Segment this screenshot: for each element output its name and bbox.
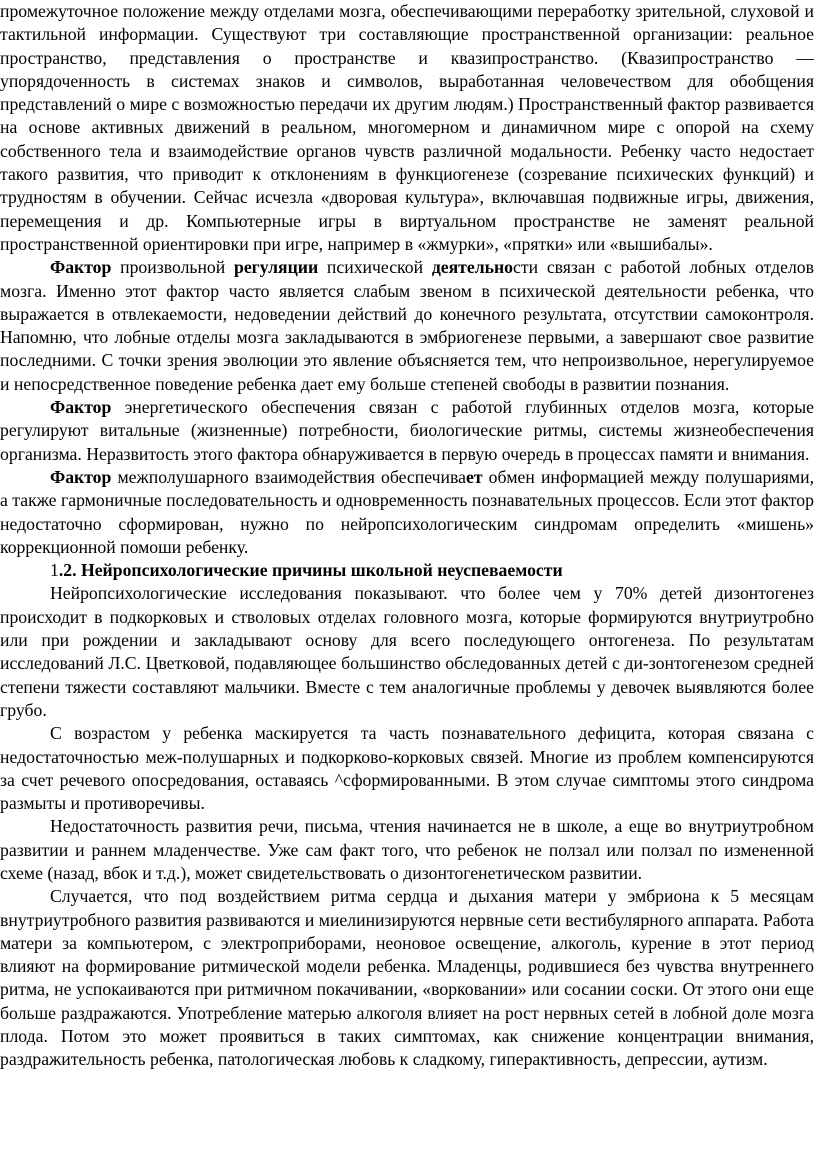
heading-number: 1 [50, 560, 59, 581]
section-heading [0, 559, 814, 582]
heading-title: .2. Нейропсихологические причины школьной неуспеваемости [58, 560, 563, 581]
paragraph-spatial-factor [0, 0, 814, 256]
bold-term: ет [466, 466, 483, 487]
text-run: произвольной [111, 257, 234, 278]
text-run: Недостаточность развития речи, письма, чтения начинается не в школе, а еще во внутриутробном развитии и раннем младенчестве. Уже сам факт того, что ребенок не ползал или ползал по измененной схеме (назад, вбок и т.д.), может свидетельствовать о дизонтогенетическом развитии. [0, 816, 814, 883]
paragraph-regulation-factor [0, 256, 814, 396]
text-run: психической [318, 257, 432, 278]
text-run: Случается, что под воздействием ритма сердца и дыхания матери у эмбриона к 5 месяцам внутриутробного развития развиваются и миелинизируются нервные сети вестибулярного аппарата. Работа матери за компьютером, с электроприборами, неоновое освещение, алкоголь, курение в этот период влияют на формирование ритмической модели ребенка. Младенцы, родившиеся без чувства внутреннего ритма, не успокаиваются при ритмичном покачивании, «ворковании» или сосании соски. От этого они еще больше раздражаются. Употребление матерью алкоголя влияет на рост нервных сетей в лобной доле мозга плода. Потом это может проявиться в таких симптомах, как снижение концентрации внимания, раздражительность ребенка, патологическая любовь к сладкому, гиперактивность, депрессии, аутизм. [0, 886, 814, 1070]
bold-term: деятельно [431, 257, 514, 278]
bold-term: Фактор [50, 257, 112, 278]
text-run: промежуточное положение между отделами мозга, обеспечивающими переработку зрительной, слуховой и тактильной информации. Существуют три составляющие пространственной организации: реальное пространство, представления о пространстве и квазипространство. (Квазипространство — упорядоченность в системах знаков и символов, выработанная человечеством для обобщения представлений о мире с возможностью передачи их другим людям.) Пространственный фактор развивается на основе активных движений в реальном, многомерном и динамичном мире с опорой на схему собственного тела и взаимодействие органов чувств различной модальности. Ребенку часто недостает такого развития, что приводит к отклонениям в функциогенезе (созревание психических функций) и трудностям в обучении. Сейчас исчезла «дворовая культура», включавшая подвижные игры, движения, перемещения и др. Компьютерные игры в виртуальном пространстве не заменят реальной пространственной ориентировки при игре, например в «жмурки», «прятки» или «вышибалы». [0, 1, 814, 254]
bold-term: Фактор [50, 466, 112, 487]
text-run: межполушарного взаимодействия обеспечива [111, 466, 466, 487]
text-run: энергетического обеспечения связан с работой глубинных отделов мозга, которые регулируют витальные (жизненные) потребности, биологические ритмы, системы жизнеобеспечения организма. Неразвитость этого фактора обнаруживается в первую очередь в процессах памяти и внимания. [0, 397, 814, 464]
text-run: Нейропсихологические исследования показывают. что более чем у 70% детей дизонтогенез происходит в подкорковых и стволовых отделах головного мозга, которые формируются внутриутробно или при рождении и закладывают основу для всего последующего онтогенеза. По результатам исследований Л.С. Цветковой, подавляющее большинство обследованных детей с ди-зонтогенезом средней степени тяжести составляют мальчики. Вместе с тем аналогичные проблемы у девочек выявляются более грубо. [0, 583, 814, 720]
text-run: С возрастом у ребенка маскируется та часть познавательного дефицита, которая связана с недостаточностью меж-полушарных и подкорково-корковых связей. Многие из проблем компенсируются за счет речевого опосредования, оставаясь ^сформированными. В этом случае симптомы этого синдрома размыты и противоречивы. [0, 723, 814, 814]
bold-term: регуляции [233, 257, 319, 278]
paragraph-research [0, 582, 814, 722]
text-run: сти связан с работой лобных отделов мозга. Именно этот фактор часто является слабым звеном в психической деятельности ребенка, что выражается в отвлекаемости, недоведении действий до конечного результата, отсутствии самоконтроля. Напомню, что лобные отделы мозга закладываются в эмбриогенезе первыми, а завершают свое развитие последними. С точки зрения эволюции это явление объясняется тем, что непроизвольное, нерегулируемое и непосредственное поведение ребенка дает ему больше степеней свободы в развитии познания. [0, 257, 814, 394]
paragraph-age-masking [0, 722, 814, 815]
paragraph-rhythm [0, 885, 814, 1071]
paragraph-speech-development [0, 815, 814, 885]
text-run: обмен информацией между полушариями, а также гармоничные последовательность и одновременность познавательных процессов. Если этот фактор недостаточно сформирован, нужно по нейропсихологическим синдромам определить «мишень» коррекционной помоши ребенку. [0, 466, 815, 557]
paragraph-interhemispheric-factor [0, 466, 814, 559]
paragraph-energy-factor [0, 396, 814, 466]
bold-term: Фактор [50, 397, 112, 418]
